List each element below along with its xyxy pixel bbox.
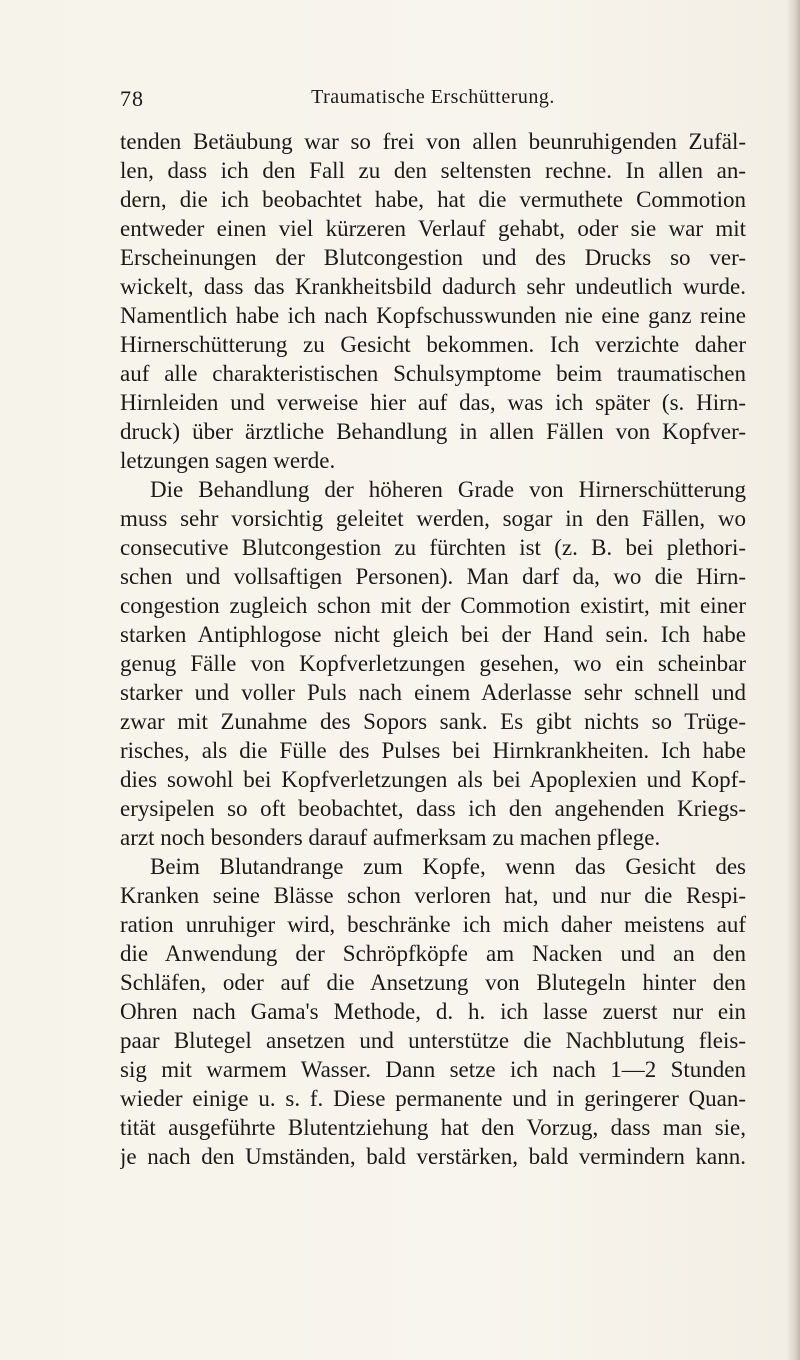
paragraph-start-line: Die Behandlung der höheren Grade von Hirnerschütterung — [150, 477, 746, 502]
text-line: starken Antiphlogose nicht gleich bei der Hand sein. Ich habe — [120, 622, 746, 647]
text-line: wieder einige u. s. f. Diese permanente und in geringerer Quan- — [120, 1086, 746, 1111]
body-text — [120, 127, 746, 1171]
text-line: wickelt, dass das Krankheitsbild dadurch sehr undeutlich wurde. — [120, 274, 746, 299]
text-line: sig mit warmem Wasser. Dann setze ich nach 1—2 Stunden — [120, 1057, 746, 1082]
text-line: Ohren nach Gama's Methode, d. h. ich lasse zuerst nur ein — [120, 999, 746, 1024]
page-number: 78 — [120, 86, 144, 111]
text-line: ration unruhiger wird, beschränke ich mich daher meistens auf — [120, 912, 746, 937]
paragraph-end-line: arzt noch besonders darauf aufmerksam zu machen pflege. — [120, 825, 661, 850]
text-line: genug Fälle von Kopfverletzungen gesehen, wo ein scheinbar — [120, 651, 746, 676]
text-line: zwar mit Zunahme des Sopors sank. Es gibt nichts so Trüge- — [120, 709, 746, 734]
text-line: tenden Betäubung war so frei von allen beunruhigenden Zufäl- — [120, 129, 746, 154]
text-line: risches, als die Fülle des Pulses bei Hirnkrankheiten. Ich habe — [120, 738, 746, 763]
text-line: auf alle charakteristischen Schulsymptome beim traumatischen — [120, 361, 746, 386]
page-edge-shadow — [786, 0, 800, 1360]
text-line: muss sehr vorsichtig geleitet werden, sogar in den Fällen, wo — [120, 506, 746, 531]
text-line: Namentlich habe ich nach Kopfschusswunden nie eine ganz reine — [120, 303, 746, 328]
text-line: Hirnerschütterung zu Gesicht bekommen. Ich verzichte daher — [120, 332, 746, 357]
text-line: consecutive Blutcongestion zu fürchten ist (z. B. bei plethori- — [120, 535, 746, 560]
text-line: Hirnleiden und verweise hier auf das, was ich später (s. Hirn- — [120, 390, 746, 415]
text-line: Erscheinungen der Blutcongestion und des Drucks so ver- — [120, 245, 746, 270]
text-line: len, dass ich den Fall zu den seltensten rechne. In allen an- — [120, 158, 746, 183]
text-line: entweder einen viel kürzeren Verlauf gehabt, oder sie war mit — [120, 216, 746, 241]
text-line: je nach den Umständen, bald verstärken, bald vermindern kann. — [120, 1144, 746, 1169]
text-line: starker und voller Puls nach einem Aderlasse sehr schnell und — [120, 680, 746, 705]
text-line: druck) über ärztliche Behandlung in allen Fällen von Kopfver- — [120, 419, 746, 444]
paragraph-end-line: letzungen sagen werde. — [120, 448, 336, 473]
text-line: tität ausgeführte Blutentziehung hat den Vorzug, dass man sie, — [120, 1115, 746, 1140]
paragraph-start-line: Beim Blutandrange zum Kopfe, wenn das Gesicht des — [150, 854, 746, 879]
text-line: congestion zugleich schon mit der Commotion existirt, mit einer — [120, 593, 746, 618]
text-line: erysipelen so oft beobachtet, dass ich den angehenden Kriegs- — [120, 796, 746, 821]
text-line: Kranken seine Blässe schon verloren hat, und nur die Respi- — [120, 883, 746, 908]
text-line: paar Blutegel ansetzen und unterstütze die Nachblutung fleis- — [120, 1028, 746, 1053]
text-line: Schläfen, oder auf die Ansetzung von Blutegeln hinter den — [120, 970, 746, 995]
page-header — [120, 86, 746, 116]
text-line: dern, die ich beobachtet habe, hat die vermuthete Commotion — [120, 187, 746, 212]
text-line: die Anwendung der Schröpfköpfe am Nacken und an den — [120, 941, 746, 966]
text-line: schen und vollsaftigen Personen). Man darf da, wo die Hirn- — [120, 564, 746, 589]
text-line: dies sowohl bei Kopfverletzungen als bei Apoplexien und Kopf- — [120, 767, 746, 792]
running-title: Traumatische Erschütterung. — [311, 86, 555, 108]
